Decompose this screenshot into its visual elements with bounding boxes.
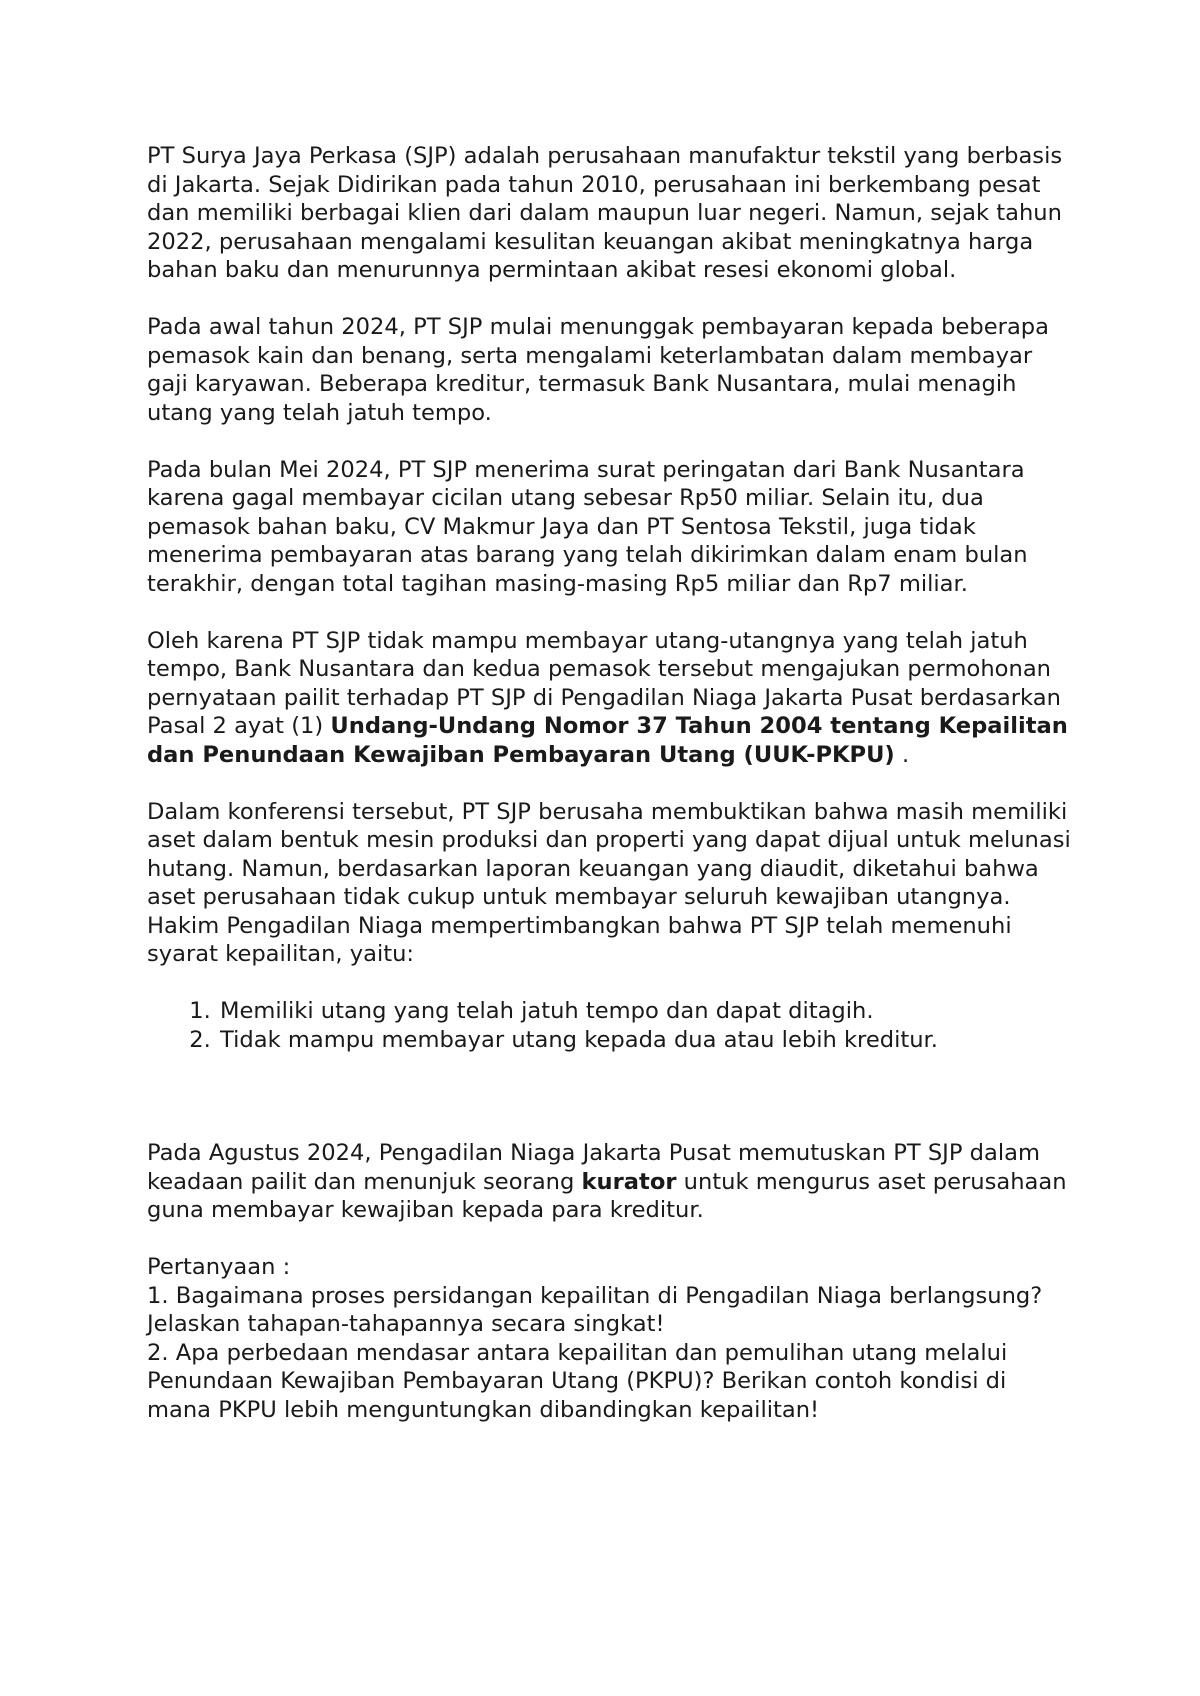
question-1: 1. Bagaimana proses persidangan kepailitan di Pengadilan Niaga berlangsung? Jelaskan tahapan-tahapannya secara singkat! xyxy=(147,1282,1043,1337)
paragraph-bankruptcy-petition xyxy=(147,627,1077,770)
list-item: 2. Tidak mampu membayar utang kepada dua atau lebih kreditur. xyxy=(218,1026,1077,1055)
curator-term: kurator xyxy=(581,1168,677,1195)
decision-end: untuk mengurus aset perusahaan guna membayar kewajiban kepada para kreditur. xyxy=(147,1168,1067,1223)
petition-end: . xyxy=(894,741,910,768)
law-reference: Undang-Undang Nomor 37 Tahun 2004 tentang Kepailitan dan Penundaan Kewajiban Pembayaran Utang (UUK-PKPU) xyxy=(147,713,1068,768)
paragraph-payment-arrears: Pada awal tahun 2024, PT SJP mulai menunggak pembayaran kepada beberapa pemasok kain dan benang, serta mengalami keterlambatan dalam membayar gaji karyawan. Beberapa kreditur, termasuk Bank Nusantara, mulai menagih utang yang telah jatuh tempo. xyxy=(147,314,1049,426)
paragraph-court-decision xyxy=(147,1139,1077,1225)
decision-text: Pada Agustus 2024, Pengadilan Niaga Jakarta Pusat memutuskan PT SJP dalam keadaan pailit dan menunjuk seorang xyxy=(147,1140,1040,1195)
paragraph-warning-letter: Pada bulan Mei 2024, PT SJP menerima surat peringatan dari Bank Nusantara karena gagal membayar cicilan utang sebesar Rp50 miliar. Selain itu, dua pemasok bahan baku, CV Makmur Jaya dan PT Sentosa Tekstil, juga tidak menerima pembayaran atas barang yang telah dikirimkan dalam enam bulan terakhir, dengan total tagihan masing-masing Rp5 miliar dan Rp7 miliar. xyxy=(147,456,1028,597)
document-body xyxy=(147,142,1077,1424)
list-item: 1. Memiliki utang yang telah jatuh tempo dan dapat ditagih. xyxy=(218,997,1077,1026)
paragraph-company-background: PT Surya Jaya Perkasa (SJP) adalah perusahaan manufaktur tekstil yang berbasis di Jakarta. Sejak Didirikan pada tahun 2010, perusahaan ini berkembang pesat dan memiliki berbagai klien dari dalam maupun luar negeri. Namun, sejak tahun 2022, perusahaan mengalami kesulitan keuangan akibat meningkatnya harga bahan baku dan menurunnya permintaan akibat resesi ekonomi global. xyxy=(147,143,1063,283)
blank-space xyxy=(147,1054,1077,1139)
bankruptcy-requirements-list xyxy=(147,997,1077,1054)
petition-text: Oleh karena PT SJP tidak mampu membayar utang-utangnya yang telah jatuh tempo, Bank Nusantara dan kedua pemasok tersebut mengajukan permohonan pernyataan pailit terhadap PT SJP di Pengadilan Niaga Jakarta Pusat berdasarkan Pasal 2 ayat (1) xyxy=(147,627,1061,739)
paragraph-court-conference: Dalam konferensi tersebut, PT SJP berusaha membuktikan bahwa masih memiliki aset dalam bentuk mesin produksi dan properti yang dapat dijual untuk melunasi hutang. Namun, berdasarkan laporan keuangan yang diaudit, diketahui bahwa aset perusahaan tidak cukup untuk membayar seluruh kewajiban utangnya. Hakim Pengadilan Niaga mempertimbangkan bahwa PT SJP telah memenuhi syarat kepailitan, yaitu: xyxy=(147,798,1071,967)
question-2: 2. Apa perbedaan mendasar antara kepailitan dan pemulihan utang melalui Penundaan Kewajiban Pembayaran Utang (PKPU)? Berikan contoh kondisi di mana PKPU lebih menguntungkan dibandingkan kepailitan! xyxy=(147,1339,1008,1423)
questions-heading: Pertanyaan : xyxy=(147,1254,291,1280)
